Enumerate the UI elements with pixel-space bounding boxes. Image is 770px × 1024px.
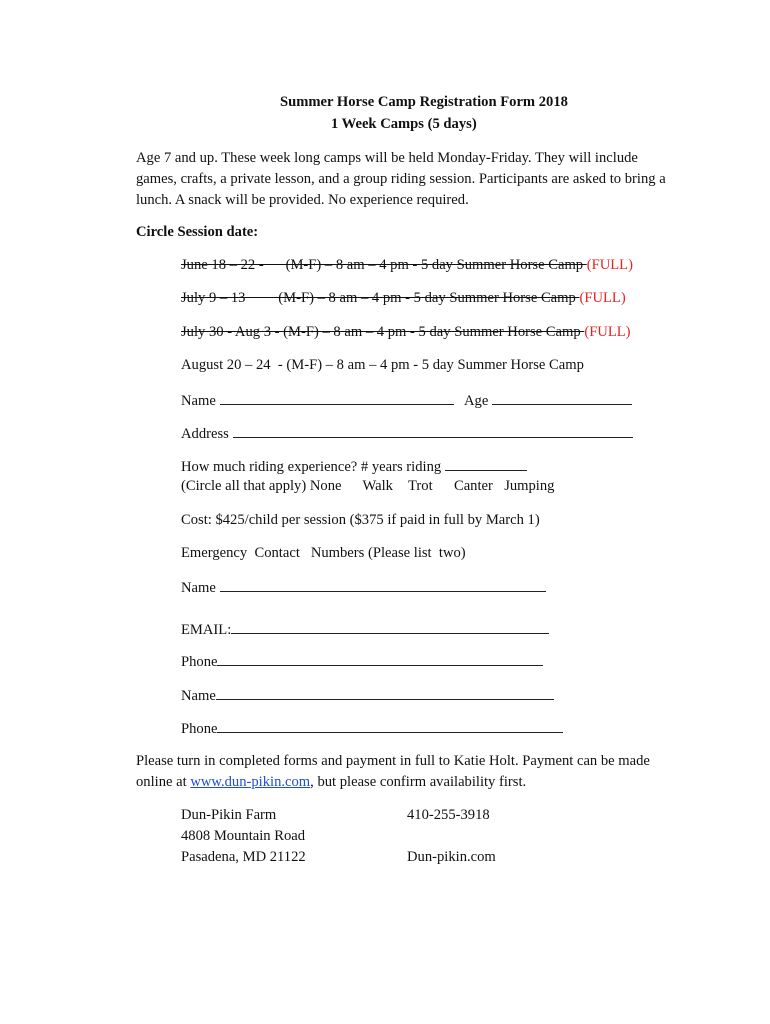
name-input-line[interactable] bbox=[220, 391, 454, 405]
level-trot[interactable]: Trot bbox=[408, 478, 433, 494]
closing-line-2 bbox=[136, 774, 526, 791]
session-3-text: July 30 - Aug 3 - (M-F) – 8 am – 4 pm - 5 day Summer Horse Camp bbox=[181, 324, 585, 340]
email-row bbox=[181, 620, 549, 639]
session-1-text: June 18 – 22 - (M-F) – 8 am – 4 pm - 5 day Summer Horse Camp bbox=[181, 257, 587, 273]
session-option-2[interactable] bbox=[181, 290, 626, 307]
phone-2-label: Phone bbox=[181, 721, 218, 737]
session-heading: Circle Session date: bbox=[136, 224, 259, 240]
age-input-line[interactable] bbox=[492, 391, 632, 405]
level-jumping[interactable]: Jumping bbox=[504, 478, 555, 494]
email-label: EMAIL: bbox=[181, 622, 232, 638]
intro-paragraph: Age 7 and up. These week long camps will be held Monday-Friday. They will include games, crafts, a private lesson, and a group riding session. Participants are asked to bring a lunch. A snack will be provided. No experience required. bbox=[136, 150, 666, 208]
email-input-line[interactable] bbox=[231, 620, 549, 634]
emergency-name-1-label: Name bbox=[181, 580, 216, 596]
farm-website: Dun-pikin.com bbox=[407, 849, 496, 865]
address-label: Address bbox=[181, 426, 229, 442]
address-input-line[interactable] bbox=[233, 424, 633, 438]
riding-question: How much riding experience? # years riding bbox=[181, 459, 442, 475]
closing-prefix: online at bbox=[136, 774, 191, 790]
emergency-name-2-row bbox=[181, 686, 554, 705]
session-option-3[interactable] bbox=[181, 324, 631, 341]
address-row bbox=[181, 424, 633, 443]
session-2-full-badge: (FULL) bbox=[579, 290, 626, 306]
emergency-name-1-line[interactable] bbox=[220, 578, 546, 592]
phone-2-row bbox=[181, 719, 563, 738]
cost-text: Cost: $425/child per session ($375 if paid in full by March 1) bbox=[181, 512, 540, 528]
emergency-name-2-label: Name bbox=[181, 688, 216, 704]
session-option-1[interactable] bbox=[181, 257, 633, 274]
website-link[interactable]: www.dun-pikin.com bbox=[190, 774, 311, 790]
phone-1-row bbox=[181, 652, 543, 671]
farm-street: 4808 Mountain Road bbox=[181, 828, 306, 844]
phone-2-input-line[interactable] bbox=[217, 719, 563, 733]
phone-1-label: Phone bbox=[181, 654, 218, 670]
farm-city: Pasadena, MD 21122 bbox=[181, 849, 306, 865]
form-title: Summer Horse Camp Registration Form 2018 bbox=[280, 94, 568, 110]
session-4-text: August 20 – 24 - (M-F) – 8 am – 4 pm - 5 day Summer Horse Camp bbox=[181, 357, 584, 373]
years-riding-input-line[interactable] bbox=[445, 457, 527, 471]
closing-line-1: Please turn in completed forms and payment in full to Katie Holt. Payment can be made bbox=[136, 753, 650, 769]
closing-suffix: , but please confirm availability first. bbox=[310, 774, 527, 790]
circle-all-label: (Circle all that apply) bbox=[181, 478, 307, 494]
riding-experience-row bbox=[181, 457, 527, 476]
emergency-name-1-row bbox=[181, 578, 546, 597]
session-3-full-badge: (FULL) bbox=[584, 324, 631, 340]
level-walk[interactable]: Walk bbox=[362, 478, 393, 494]
age-label: Age bbox=[464, 393, 489, 409]
emergency-name-2-line[interactable] bbox=[216, 686, 554, 700]
riding-level-row bbox=[181, 478, 554, 495]
farm-name: Dun-Pikin Farm bbox=[181, 807, 277, 823]
farm-phone: 410-255-3918 bbox=[407, 807, 490, 823]
form-subtitle: 1 Week Camps (5 days) bbox=[331, 116, 477, 132]
session-2-text: July 9 – 13 (M-F) – 8 am – 4 pm - 5 day Summer Horse Camp bbox=[181, 290, 580, 306]
participant-name-row bbox=[181, 391, 632, 410]
session-1-full-badge: (FULL) bbox=[586, 257, 633, 273]
phone-1-input-line[interactable] bbox=[217, 652, 543, 666]
name-label: Name bbox=[181, 393, 216, 409]
session-option-4[interactable] bbox=[181, 357, 584, 374]
level-none[interactable]: None bbox=[309, 478, 342, 494]
level-canter[interactable]: Canter bbox=[453, 478, 493, 494]
emergency-heading: Emergency Contact Numbers (Please list two) bbox=[181, 545, 466, 561]
